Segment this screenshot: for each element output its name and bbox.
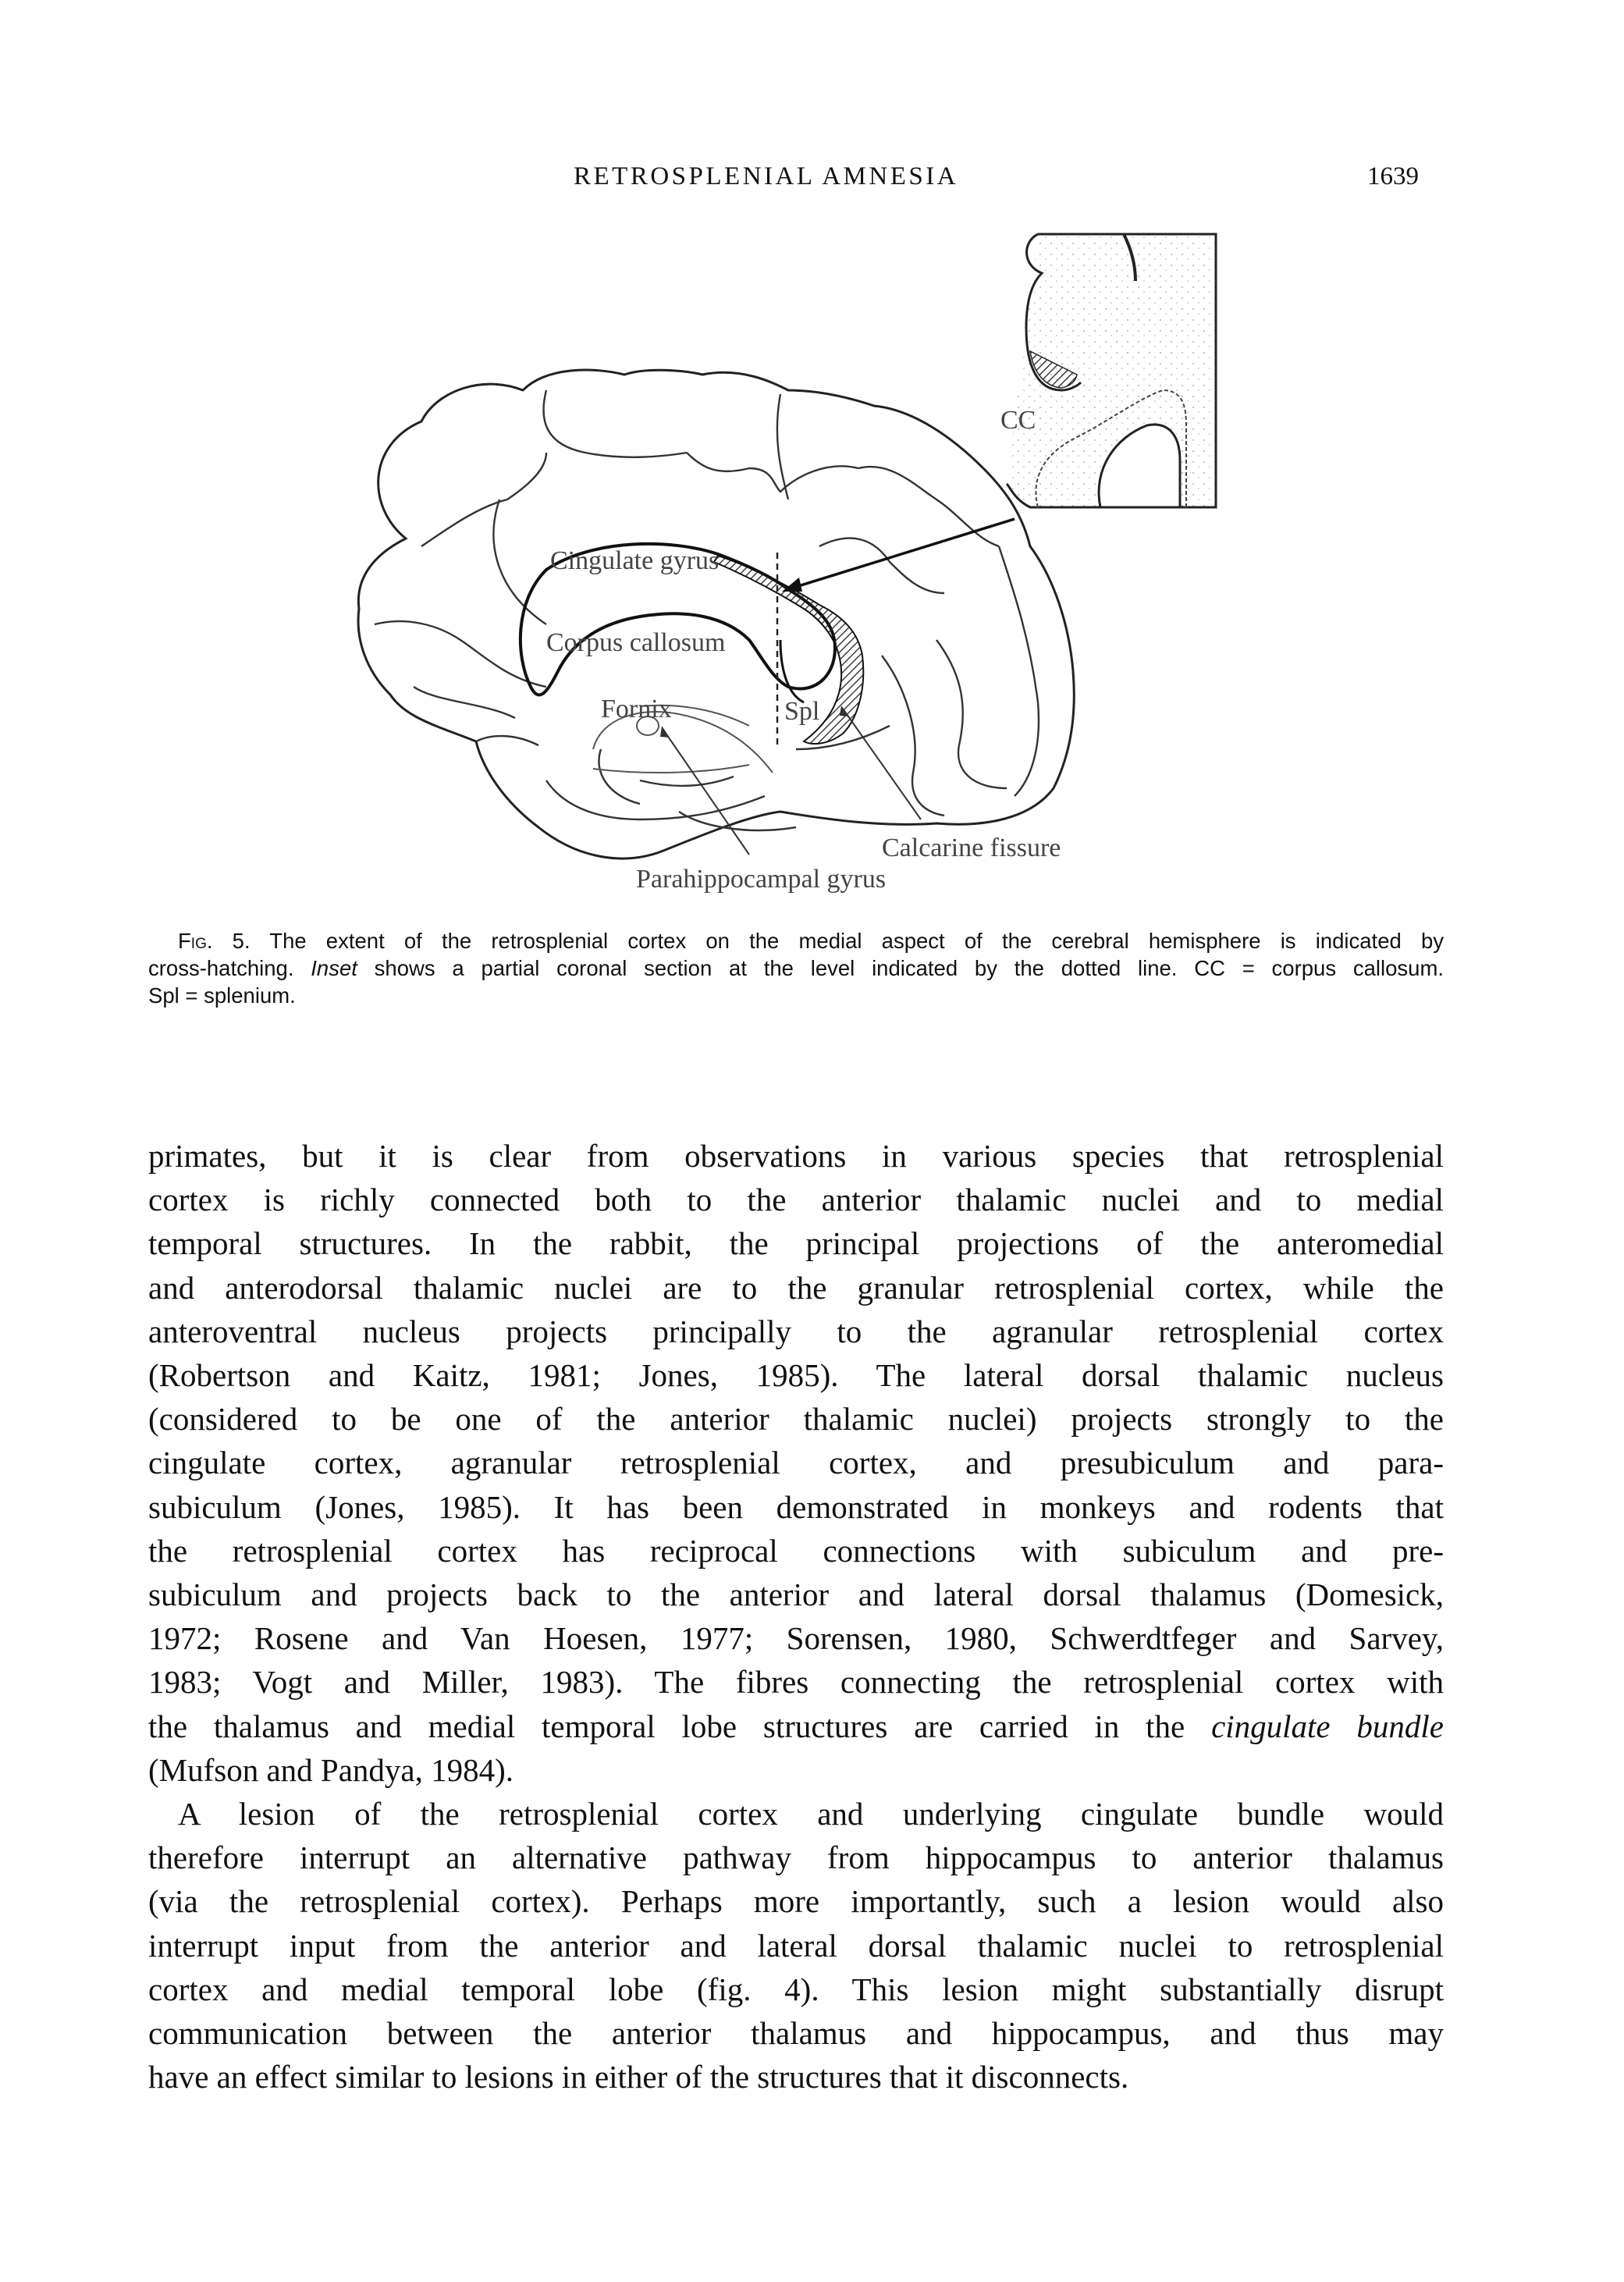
brain-illustration	[0, 0, 1624, 905]
text-line: therefore interrupt an alternative pathway from hippocampus to anterior thalamus	[148, 1839, 1444, 1876]
text-line: (Mufson and Pandya, 1984).	[148, 1751, 514, 1788]
calcarine-pointer	[843, 709, 921, 819]
caption-text-1: The extent of the retrosplenial cortex on the medial aspect of the cerebral hemisphere is indicated by	[269, 929, 1444, 953]
text-line: A lesion of the retrosplenial cortex and underlying cingulate bundle would	[178, 1796, 1444, 1832]
text-line: (Robertson and Kaitz, 1981; Jones, 1985). The lateral dorsal thalamic nucleus	[148, 1357, 1444, 1394]
label-fornix: Fornix	[601, 695, 672, 723]
text-line: (via the retrosplenial cortex). Perhaps more importantly, such a lesion would also	[148, 1883, 1444, 1920]
page-number: 1639	[1367, 162, 1419, 190]
caption-line-1	[148, 927, 1444, 954]
text-line: cingulate cortex, agranular retrosplenial cortex, and presubiculum and para-	[148, 1445, 1444, 1481]
caption-line-3: Spl = splenium.	[148, 983, 296, 1008]
parahippocampal-pointer	[663, 730, 749, 855]
brain-outline	[358, 370, 1074, 858]
figure-brain-medial-view	[0, 0, 1624, 905]
text-line: and anterodorsal thalamic nuclei are to the granular retrosplenial cortex, while the	[148, 1269, 1444, 1306]
text-line: (considered to be one of the anterior thalamic nuclei) projects strongly to the	[148, 1401, 1444, 1438]
sulci-lines	[375, 390, 1039, 830]
label-calcarine-fissure: Calcarine fissure	[882, 834, 1061, 862]
paragraph-1	[148, 1134, 1444, 1792]
caption-italic-inset: Inset	[311, 956, 357, 980]
inset-coronal-section	[1007, 234, 1216, 507]
label-corpus-callosum: Corpus callosum	[546, 628, 726, 657]
caption-text-2b: shows a partial coronal section at the level indicated by the dotted line. CC = corpus callosum.	[374, 956, 1445, 980]
text-line: have an effect similar to lesions in either of the structures that it disconnects.	[148, 2059, 1129, 2095]
paragraph-2	[148, 1792, 1444, 2099]
text-line	[148, 1704, 1444, 1748]
text-line-14a: the thalamus and medial temporal lobe structures are carried in the	[148, 1708, 1185, 1744]
running-head-title: RETROSPLENIAL AMNESIA	[574, 162, 959, 190]
label-inset-cc: CC	[1000, 406, 1036, 435]
label-splenium: Spl	[784, 697, 820, 726]
text-line: 1983; Vogt and Miller, 1983). The fibres connecting the retrosplenial cortex with	[148, 1664, 1444, 1701]
label-parahippocampal-gyrus: Parahippocampal gyrus	[636, 865, 887, 894]
text-line: temporal structures. In the rabbit, the principal projections of the anteromedial	[148, 1225, 1444, 1262]
italic-cingulate-bundle: cingulate bundle	[1211, 1708, 1445, 1744]
text-line: primates, but it is clear from observations in various species that retrosplenial	[148, 1138, 1444, 1174]
text-line: cortex is richly connected both to the anterior thalamic nuclei and to medial	[148, 1182, 1444, 1218]
text-line: communication between the anterior thalamus and hippocampus, and thus may	[148, 2015, 1444, 2052]
text-line: cortex and medial temporal lobe (fig. 4). This lesion might substantially disrupt	[148, 1971, 1444, 2007]
label-cingulate-gyrus: Cingulate gyrus	[550, 546, 720, 575]
text-line: 1972; Rosene and Van Hoesen, 1977; Sorensen, 1980, Schwerdtfeger and Sarvey,	[148, 1620, 1444, 1657]
text-line: subiculum and projects back to the anterior and lateral dorsal thalamus (Domesick,	[148, 1576, 1444, 1613]
figure-caption	[148, 927, 1444, 1009]
inset-arrow	[788, 519, 1015, 589]
text-line: anteroventral nucleus projects principally to the agranular retrosplenial cortex	[148, 1313, 1444, 1349]
body-text	[148, 1134, 1444, 2099]
text-line: interrupt input from the anterior and lateral dorsal thalamic nuclei to retrosplenial	[148, 1927, 1444, 1964]
caption-line-2	[148, 954, 1444, 982]
text-line: the retrosplenial cortex has reciprocal connections with subiculum and pre-	[148, 1532, 1444, 1569]
caption-text-2a: cross-hatching.	[148, 956, 294, 980]
text-line: subiculum (Jones, 1985). It has been demonstrated in monkeys and rodents that	[148, 1488, 1444, 1525]
caption-figure-number: Fig. 5.	[178, 929, 251, 953]
